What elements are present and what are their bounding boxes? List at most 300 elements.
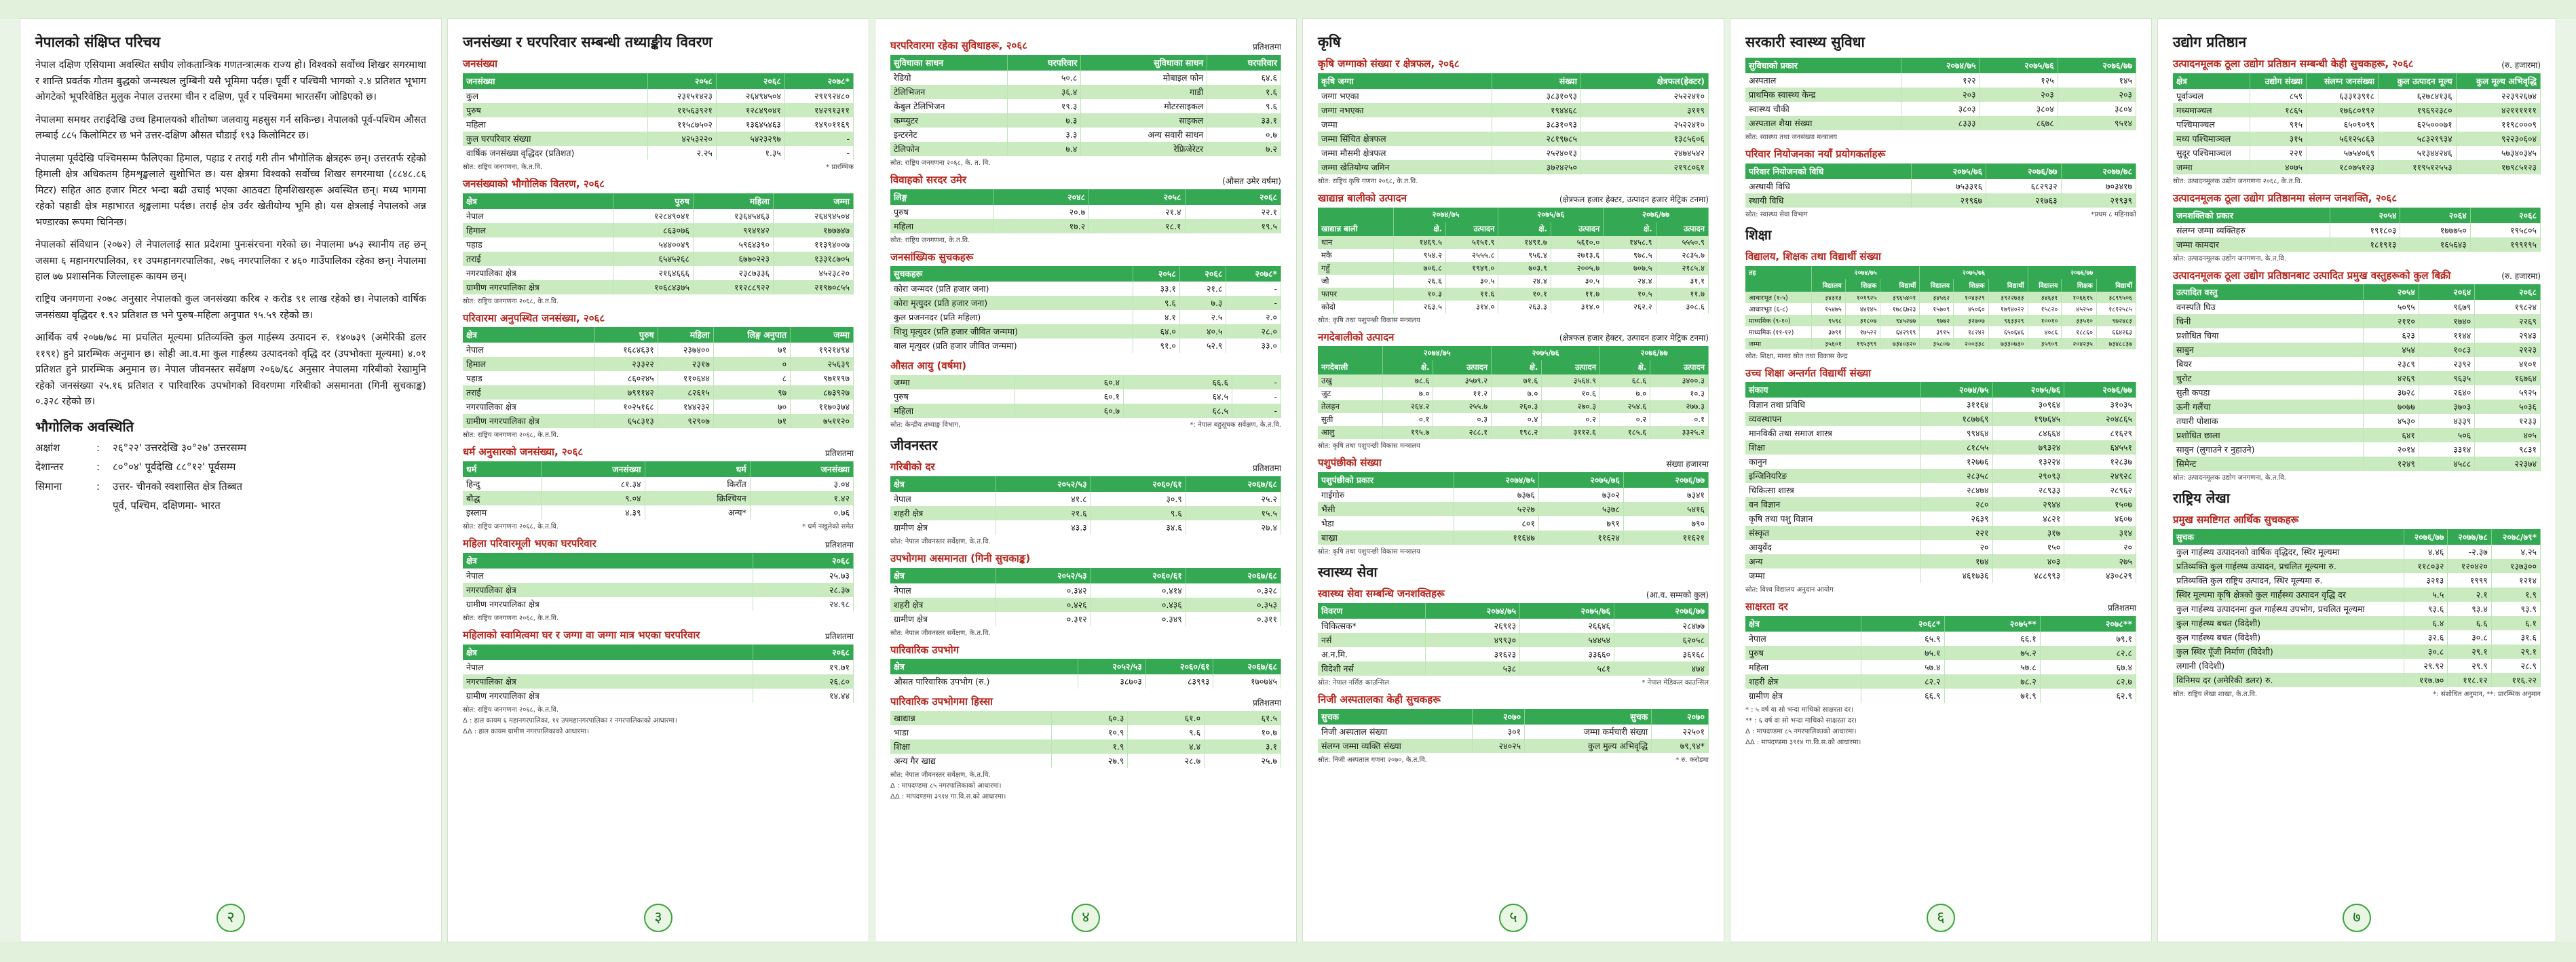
sub-header-cell: विद्यालय <box>2028 279 2062 292</box>
table-title <box>890 461 1281 474</box>
table-cell: पहाड <box>463 371 594 385</box>
table-cell: ९३.४ <box>2448 602 2491 616</box>
table-cell: ०.४२६ <box>996 598 1091 612</box>
table-cell: ६१.५ <box>1205 711 1281 725</box>
table-row <box>1745 73 2136 88</box>
table-cell: ७.३ <box>1007 113 1081 128</box>
table-row <box>2173 357 2541 371</box>
table-row <box>1745 412 2136 426</box>
header-cell: संलग्न जनसंख्या <box>2307 73 2379 89</box>
table-cell: १७८६७२३ <box>1880 303 1920 315</box>
table-cell: ५०३६ <box>2475 400 2541 414</box>
table-title-text: प्रमुख समष्टिगत आर्थिक सुचकहरू <box>2173 514 2299 526</box>
data-table <box>1318 603 1709 676</box>
table-cell: ९९४६४ <box>1920 426 1992 440</box>
table-cell: क्रिश्चियन <box>645 491 750 505</box>
table-cell: ४५२५० <box>2062 303 2097 315</box>
table-cell: २२५०१ <box>1652 725 1709 739</box>
table-title <box>2173 192 2541 205</box>
header-cell: २०७८** <box>2040 616 2136 632</box>
table-cell: ९८३१ <box>2475 442 2541 457</box>
table-cell: जम्मा कामदार <box>2173 237 2330 252</box>
table-row <box>463 491 854 505</box>
data-table <box>2173 73 2541 174</box>
table-cell: ३१६२३ <box>1426 647 1520 661</box>
table-unit: (क्षेत्रफल हजार हेक्टर, उत्पादन हजार मेट्रिक टनमा) <box>1559 333 1709 343</box>
table-cell: ४५२३८२० <box>774 266 854 280</box>
table-row <box>463 266 854 280</box>
table-cell: मध्य पश्चिमाञ्चल <box>2173 132 2250 146</box>
table-block <box>1318 457 1709 556</box>
table-cell: ७.० <box>1600 387 1650 400</box>
footnote: Δ : मापदण्डमा ८५ नगरपालिकाको आधारमा। <box>1745 728 1857 736</box>
header-cell: २०५२/५३ <box>1078 659 1146 674</box>
table-cell: इन्टरनेट <box>890 128 1007 142</box>
page-number: ७ <box>2343 904 2371 932</box>
table-cell: १९६९२३८० <box>2379 103 2456 117</box>
table-cell: ३०१ <box>1473 725 1525 739</box>
header-cell: सुविधाको प्रकार <box>1745 58 1901 73</box>
table-cell: तेलहन <box>1318 400 1383 413</box>
table-row <box>1745 632 2136 646</box>
table-cell: प्रतिव्यक्ति कुल राष्ट्रिय उत्पादन, स्थिर मूल्यमा रु. <box>2173 573 2404 588</box>
page-7 <box>2158 19 2556 942</box>
table-header <box>890 568 1281 583</box>
data-table <box>890 568 1281 626</box>
table-row <box>2173 371 2541 385</box>
table-cell: ३१४ <box>2064 526 2136 540</box>
table-cell: ६२०५८ <box>1614 633 1709 647</box>
table-cell: सावुन (लुगाउने र नुहाउने) <box>2173 442 2363 457</box>
table-cell: ६.४ <box>2404 616 2447 630</box>
geo-colon: : <box>96 480 100 493</box>
table-row <box>1745 398 2136 412</box>
table-title-text: परिवारमा अनुपस्थित जनसंख्या, २०६८ <box>463 311 605 324</box>
table-cell: २५२२४१० <box>1580 117 1708 132</box>
table-cell: १८८६० <box>2062 326 2097 338</box>
table-row <box>1318 516 1709 531</box>
table-unit: प्रतिशतमा <box>825 631 854 641</box>
table-cell: जम्मा मौसमी क्षेत्रफल <box>1318 146 1492 160</box>
table-row <box>2173 237 2541 252</box>
table-cell: केबुल टेलिभिजन <box>890 99 1007 113</box>
table-source <box>463 296 854 305</box>
table-row <box>1745 455 2136 469</box>
header-cell: २०६८ <box>753 644 853 660</box>
table-cell: नेपाल <box>1745 632 1861 646</box>
data-table <box>1745 616 2136 703</box>
table-cell: ५७३४०३४५ <box>2456 146 2540 160</box>
table-title-text: महिलाको स्वामित्वमा घर र जग्गा वा जग्गा मात्र भएका घरपरिवार <box>463 628 700 641</box>
table-cell: नेपाल <box>463 569 753 583</box>
footnote: ΔΔ : मापदण्डमा ३९१४ गा.वि.स.को आधारमा। <box>1745 739 1861 747</box>
table-cell: १७९८५१२३ <box>2456 160 2540 174</box>
table-row <box>2173 428 2541 442</box>
header-cell: क्षेत्र <box>890 476 996 492</box>
table-cell: १९५३९९ <box>1845 338 1880 349</box>
table-unit: प्रतिशतमा <box>825 448 854 459</box>
header-cell: नगदेबाली <box>1318 360 1383 374</box>
table-title <box>1318 693 1709 706</box>
table-cell: ७०७७ <box>2363 400 2419 414</box>
header-cell: संख्या <box>1492 73 1581 89</box>
table-cell: १३३१८७०५ <box>774 252 854 266</box>
table-row <box>890 506 1281 520</box>
header-cell: २०७४/७५ <box>1901 58 1980 73</box>
table-cell: ३६.४ <box>1007 85 1081 99</box>
table-cell: ८४६६४ <box>1992 426 2064 440</box>
group-header-cell: तह <box>1745 266 1812 279</box>
table-row <box>2173 117 2541 132</box>
table-header <box>1318 360 1709 374</box>
table-cell: ६७.४ <box>2040 660 2136 674</box>
table-cell: ६२७८४१३६ <box>2379 89 2456 103</box>
table-source <box>890 769 1281 779</box>
table-cell: मोटरसाइकल <box>1081 99 1207 113</box>
table-cell: नर्स <box>1318 633 1426 647</box>
table-header <box>890 55 1281 71</box>
geo-value: ८०°०४' पूर्वदेखि ८८°१२' पूर्वसम्म <box>113 461 236 474</box>
table-row <box>463 223 854 237</box>
table-block <box>890 644 1281 689</box>
table-cell: महिला <box>890 404 1015 418</box>
table-group-header <box>1318 346 1709 360</box>
table-cell: १५.५ <box>1186 506 1281 520</box>
table-cell: २४९२८ <box>2064 469 2136 483</box>
header-cell: २०५२/५३ <box>996 476 1091 492</box>
table-cell: धान <box>1318 236 1393 249</box>
table-cell: ४८८९९३ <box>1992 569 2064 583</box>
table-cell: २३८७३३६ <box>694 266 774 280</box>
source-text: स्रोत: शिक्षा, मानव स्रोत तथा विकास केन्द्र <box>1745 352 1848 360</box>
table-cell: वन विज्ञान <box>1745 497 1920 512</box>
table-cell: ३११६४ <box>1920 398 1992 412</box>
table-cell: १२०४२० <box>2448 559 2491 573</box>
table-cell: हिन्दु <box>463 477 542 491</box>
table-cell: ७९.१ <box>2040 632 2136 646</box>
table-cell: ५.५ <box>2404 588 2447 602</box>
header-cell: २०५४ <box>2363 284 2419 300</box>
table-cell: ९१५ <box>2250 117 2307 132</box>
table-cell: २८.७ <box>1128 754 1205 768</box>
table-row <box>2173 328 2541 343</box>
table-cell: टेलिफोन <box>890 142 1007 156</box>
table-cell: २५४.६ <box>1600 400 1650 413</box>
table-cell: ४४१४५ <box>1845 303 1880 315</box>
table-cell: ११.७ <box>1551 288 1603 301</box>
table-cell: १७४ <box>1920 554 1992 569</box>
table-cell: १९४४६८ <box>1492 103 1581 117</box>
table-block <box>1318 58 1709 185</box>
table-cell: १५७०९ <box>1920 303 1954 315</box>
table-cell: १९७६४५ <box>1992 412 2064 426</box>
data-table <box>1745 382 2136 583</box>
data-table <box>890 476 1281 535</box>
header-cell: सुविधाका साधन <box>890 55 1007 71</box>
table-title-text: कृषि जग्गाको संख्या र क्षेत्रफल, २०६८ <box>1318 58 1460 71</box>
table-cell: २.५ <box>1179 310 1226 324</box>
page-6 <box>1730 19 2151 942</box>
table-cell: ३३५१० <box>2062 315 2097 326</box>
table-row <box>2173 644 2541 659</box>
table-cell: ८१.३४ <box>542 477 645 491</box>
table-cell: ३७९१ <box>1812 326 1846 338</box>
table-cell: ७९३२४ <box>1992 440 2064 455</box>
table-title <box>1745 367 2136 380</box>
table-title-text: जनसंख्याको भौगोलिक वितरण, २०६८ <box>463 177 605 190</box>
table-cell: महिला <box>1745 660 1861 674</box>
table-header <box>1745 382 2136 398</box>
header-cell: क्षे. <box>1604 222 1656 236</box>
geo-colon: : <box>96 461 100 474</box>
table-cell: १८७७६९ <box>1920 412 1992 426</box>
group-header-cell: २०७५/७६ <box>1498 208 1604 222</box>
header-cell: लिङ्ग <box>890 189 993 205</box>
table-cell: ३३१४ <box>2419 442 2474 457</box>
table-cell: ३२७०७ <box>1954 315 1989 326</box>
table-cell: २१९७०८५५ <box>774 280 854 294</box>
table-row <box>1745 193 2136 208</box>
table-cell: अन्य गैर खाद्य <box>890 754 1051 768</box>
data-table <box>890 55 1281 156</box>
table-cell: ३८०४ <box>2058 102 2136 116</box>
table-row <box>1318 400 1709 413</box>
table-row <box>2173 545 2541 559</box>
table-block <box>463 629 854 735</box>
table-title <box>1745 148 2136 161</box>
table-cell: २१.६ <box>996 506 1091 520</box>
table-cell: ०.४१४ <box>1091 583 1186 598</box>
table-row <box>1318 488 1709 502</box>
table-cell: ११६४७ <box>1454 531 1538 545</box>
table-row <box>1318 619 1709 633</box>
table-cell: कोदो <box>1318 301 1393 313</box>
table-block <box>463 537 854 622</box>
table-source <box>1318 440 1709 450</box>
source-text: स्रोत: राष्ट्रिय कृषि गणना २०६८, के.त.वि. <box>1318 177 1418 185</box>
table-cell: ३४६३१ <box>2028 292 2062 303</box>
table-cell: नेपाल <box>463 660 753 674</box>
sub-header-cell: विद्यालय <box>1920 279 1954 292</box>
group-header-cell: २०७६/७७ <box>2028 266 2136 279</box>
table-cell: जुट <box>1318 387 1383 400</box>
table-cell: १८६५ <box>2250 103 2307 117</box>
table-row <box>2173 573 2541 588</box>
table-cell: ७३४०३२० <box>1880 338 1920 349</box>
table-row <box>2173 343 2541 357</box>
table-cell: साइकल <box>1081 113 1207 128</box>
geo-value: उत्तर- चीनको स्वशासित क्षेत्र तिब्बत <box>113 480 243 493</box>
header-cell: घरपरिवार <box>1007 55 1081 71</box>
table-cell: १८.१ <box>1089 219 1185 233</box>
bottom-band <box>0 942 2576 962</box>
data-table <box>463 461 854 520</box>
table-cell: ६६.९ <box>1861 689 1944 703</box>
table-block <box>1745 148 2136 218</box>
table-cell: ११६२१ <box>1623 531 1708 545</box>
table-unit: संख्या हजारमा <box>1666 459 1709 469</box>
table-cell: १७७७५० <box>2400 223 2470 237</box>
header-cell: उत्पादन <box>1542 360 1600 374</box>
table-cell: चुरोट <box>2173 371 2363 385</box>
header-cell: २०७८* <box>784 73 853 89</box>
header-cell: २०७६/७७ <box>2064 382 2136 398</box>
table-header <box>1318 603 1709 619</box>
sub-header-cell: शिक्षक <box>1845 279 1880 292</box>
table-title <box>463 58 854 71</box>
table-cell: २६.६ <box>1393 275 1445 288</box>
table-cell: २३१७ <box>658 357 713 371</box>
table-header <box>1318 709 1709 725</box>
data-table <box>1318 208 1709 313</box>
table-cell: ७५.२ <box>1944 646 2040 660</box>
table-cell: प्रशोधित छाला <box>2173 428 2363 442</box>
table-row <box>1745 569 2136 583</box>
header-cell: सुविधाका साधन <box>1081 55 1207 71</box>
table-cell: १०.३ <box>1393 288 1445 301</box>
table-cell: १७७७४७ <box>774 223 854 237</box>
table-cell: १६५६४३ <box>2400 237 2470 252</box>
table-title <box>2173 514 2541 526</box>
group-header-cell: २०७५/७६ <box>1920 266 2028 279</box>
table-row <box>890 754 1281 768</box>
section-heading: राष्ट्रिय लेखा <box>2173 490 2230 507</box>
header-cell: जनसंख्या <box>463 73 647 89</box>
table-cell: ९७ <box>713 385 790 400</box>
table-cell: भैंसी <box>1318 502 1454 516</box>
table-cell: ९६३५ <box>2419 371 2474 385</box>
table-row <box>1745 292 2136 303</box>
intro-paragraph: नेपालमा पूर्वदेखि पश्चिमसम्म फैलिएका हिमाल, पहाड र तराई गरी तीन भौगोलिक क्षेत्रहरू छन्। उत्तरतर्फ रहेको हिमाली क्षेत्र अधिकतम हिमशृङ्खलाले सुशोभित छ। यस क्षेत्रमा विश्वको सर्वोच्च शिखर सगरमाथा (८८४८.८६ मिटर) सहित आठ हजार मिटर भन्दा बढी उचाई भएका आठवटा हिमशिखरहरू अवस्थित छन्। मध्य भागमा रहेको पहाडी क्षेत्र महाभारत श्रृङ्खलामा पर्दछ। तराई क्षेत्र उर्वर खेतीयोग्य भूमि हो। यस क्षेत्रलाई नेपालको अन्न भण्डारका रूपमा चिनिन्छ। <box>35 153 426 228</box>
table-cell: १४२९१३११ <box>784 103 853 117</box>
table-cell: शहरी क्षेत्र <box>890 598 996 612</box>
table-cell: २१६४६६६ <box>613 266 694 280</box>
table-cell: १९९९ <box>2448 573 2491 588</box>
table-cell: ८१८५५ <box>1920 440 1992 455</box>
table-row <box>1745 646 2136 660</box>
table-cell: ७३०२ <box>1538 488 1623 502</box>
table-cell: गहुँ <box>1318 262 1393 275</box>
table-cell: ३२.६ <box>2404 630 2447 644</box>
table-cell: जौ <box>1318 275 1393 288</box>
table-cell: ५०.८ <box>1007 71 1081 85</box>
table-cell: संस्कृत <box>1745 526 1920 540</box>
table-cell: ३०.८ <box>2448 630 2491 644</box>
table-cell: गाडी <box>1081 85 1207 99</box>
table-cell: कुल गार्हस्थ्य उत्पादनको वार्षिक वृद्धिदर, स्थिर मूल्यमा <box>2173 545 2404 559</box>
geo-key: देशान्तर <box>35 461 64 474</box>
table-cell: २१.४ <box>1089 205 1185 219</box>
table-row <box>1318 502 1709 516</box>
data-table <box>890 189 1281 233</box>
table-cell: ४.४६ <box>2404 545 2447 559</box>
table-cell: ४०८६ <box>2028 326 2062 338</box>
table-cell: ११८.१२ <box>2448 673 2491 687</box>
sub-header-cell: शिक्षक <box>1954 279 1989 292</box>
geo-colon: : <box>96 441 100 454</box>
header-cell: २०७६/७७ <box>1986 163 2061 179</box>
table-cell: २५.२ <box>1186 492 1281 506</box>
table-cell: १८०७५१२३ <box>2307 160 2379 174</box>
table-cell: रेफ्रिजेरेटर <box>1081 142 1207 156</box>
table-header <box>1318 73 1709 89</box>
table-cell: ७३७६ <box>1454 488 1538 502</box>
table-cell: ५३८ <box>1426 661 1520 676</box>
table-row <box>463 583 854 597</box>
table-cell: नगरपालिका क्षेत्र <box>463 583 753 597</box>
table-cell: ५४४५४ <box>1520 633 1614 647</box>
table-cell: ८३९९३ <box>1145 674 1213 689</box>
table-title <box>463 537 854 550</box>
header-cell: कुल उत्पादन मूल्य <box>2379 73 2456 89</box>
table-cell: १.६ <box>1207 85 1281 99</box>
table-cell: ११९८०००९ <box>2456 117 2540 132</box>
table-cell: २५५५.८ <box>1446 249 1498 262</box>
table-title <box>463 629 854 642</box>
table-source <box>463 161 854 171</box>
table-cell: ४२६९ <box>2363 371 2419 385</box>
header-cell: क्षे. <box>1498 222 1551 236</box>
table-cell: २०३ <box>1980 88 2058 102</box>
table-cell: ग्रामीण नगरपालिका क्षेत्र <box>463 414 594 428</box>
header-cell: २०७६/७७ <box>1623 472 1708 488</box>
table-cell: पश्चिमाञ्चल <box>2173 117 2250 132</box>
table-cell: १.९ <box>2491 588 2540 602</box>
group-header-cell: २०७६/७७ <box>1604 208 1709 222</box>
table-cell: शहरी क्षेत्र <box>890 506 996 520</box>
table-title-text: निजी अस्पतालका केही सुचकहरू <box>1318 693 1441 706</box>
table-cell: १०१९२५ <box>1845 292 1880 303</box>
source-text: स्रोत: निजी अस्पताल गणना २०७०, के.त.वि. <box>1318 756 1427 764</box>
table-row <box>463 569 854 583</box>
table-cell: मकै <box>1318 249 1393 262</box>
table-cell: २२१ <box>2250 146 2307 160</box>
table-row <box>463 89 854 103</box>
table-cell: २००३३८ <box>1954 338 1989 349</box>
table-cell: ११४४ <box>2419 328 2474 343</box>
table-cell: १५०७ <box>2064 497 2136 512</box>
table-cell: साबुन <box>2173 343 2363 357</box>
table-cell: ९७११९७ <box>791 371 854 385</box>
table-cell: १२४९ <box>2363 457 2419 471</box>
table-cell: विनिमय दर (अमेरिकी डलर) रु. <box>2173 673 2404 687</box>
table-cell: ११.२ <box>1433 387 1492 400</box>
note-text: * रु. करोडमा <box>1675 756 1709 764</box>
table-cell: १३८५६०६ <box>1580 132 1708 146</box>
source-text: स्रोत: उत्पादनमूलक उद्योग जनगणना, के.त.वि. <box>2173 254 2286 263</box>
table-cell: ३४३१३ <box>1812 292 1846 303</box>
table-sub-header <box>1745 279 2136 292</box>
table-cell: २४.४ <box>1498 275 1551 288</box>
table-title <box>2173 269 2541 282</box>
table-cell: ३५९०९ <box>2028 338 2062 349</box>
header-cell: उत्पादन <box>1446 222 1498 236</box>
table-row <box>890 598 1281 612</box>
table-cell: आधारभूत (१-५) <box>1745 292 1812 303</box>
table-cell: २६.८० <box>753 674 853 689</box>
header-cell: जम्मा <box>774 193 854 209</box>
table-cell: २५५.७ <box>1433 400 1492 413</box>
table-cell: ३११९ <box>1580 103 1708 117</box>
table-cell: ९४५२७७ <box>1880 315 1920 326</box>
table-title-text: विवाहको सरदर उमेर <box>890 173 966 186</box>
table-cell: संलग्न जम्मा व्यक्तिहरु <box>2173 223 2330 237</box>
table-cell: २७.९ <box>1051 754 1128 768</box>
page-title: जनसंख्या र घरपरिवार सम्बन्धी तथ्याङ्कीय विवरण <box>463 34 713 50</box>
table-cell: २००५.७ <box>1551 262 1603 275</box>
header-cell: उत्पादन <box>1433 360 1492 374</box>
table-cell: ६१.० <box>1128 711 1205 725</box>
